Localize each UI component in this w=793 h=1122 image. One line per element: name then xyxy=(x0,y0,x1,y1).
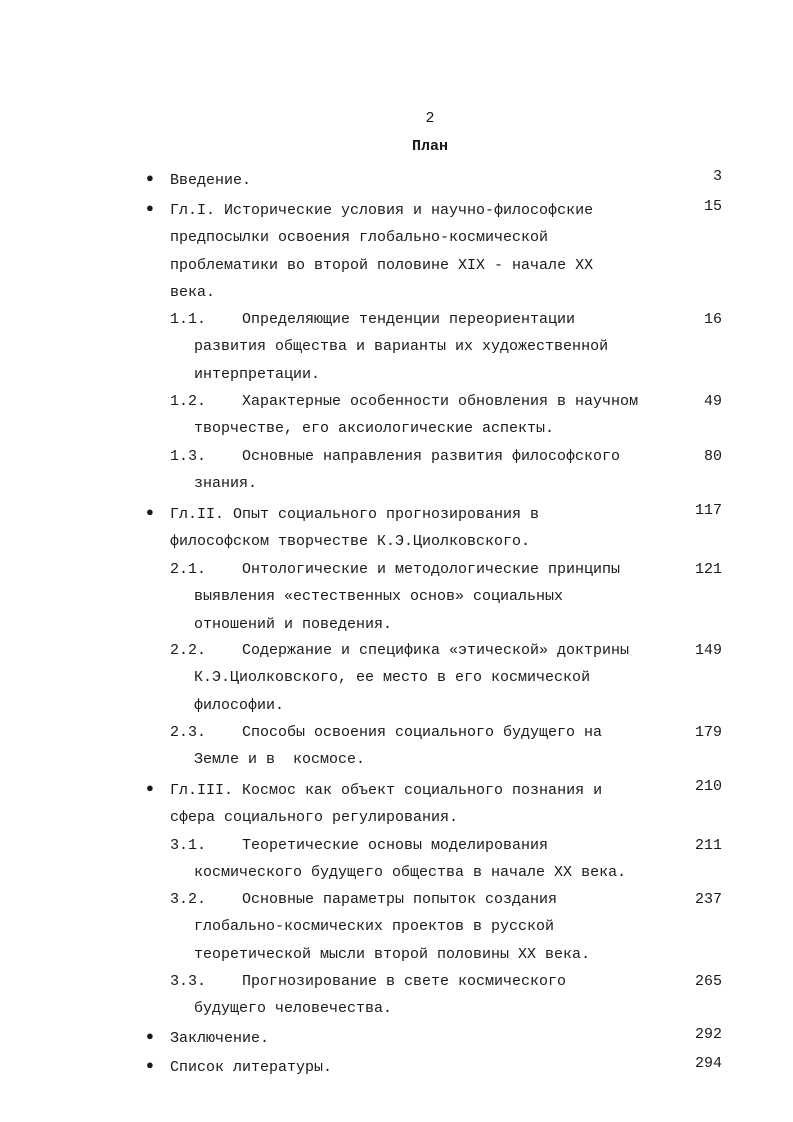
page-title: План xyxy=(411,138,448,155)
toc-page-number: 121 xyxy=(694,561,722,578)
toc-page-number: 16 xyxy=(703,311,722,328)
toc-entry-text: Содержание и специфика «этической» доктрины xyxy=(242,642,630,659)
toc-entry-text: Онтологические и методологические принципы xyxy=(242,561,621,578)
section-number: 2.3. xyxy=(170,724,207,741)
toc-entry-text: Основные направления развития философского xyxy=(242,448,621,465)
section-number: 3.3. xyxy=(170,973,207,990)
section-number: 1.3. xyxy=(170,448,207,465)
toc-entry-text-line2: философском творчестве К.Э.Циолковского. xyxy=(170,533,531,550)
toc-page-number: 3 xyxy=(712,168,722,185)
toc-entry-text-line2: сфера социального регулирования. xyxy=(170,809,459,826)
toc-entry-text-line3: интерпретации. xyxy=(194,366,321,383)
toc-entry-text-line2: Земле и в космосе. xyxy=(194,751,366,768)
toc-page-number: 49 xyxy=(703,393,722,410)
toc-entry-text-line2: К.Э.Циолковского, ее место в его космической xyxy=(194,669,591,686)
toc-entry-text: Основные параметры попыток создания xyxy=(242,891,558,908)
page-number: 2 xyxy=(425,110,435,127)
section-number: 1.1. xyxy=(170,311,207,328)
bullet-icon: ● xyxy=(146,171,154,186)
bullet-icon: ● xyxy=(146,781,154,796)
toc-page-number: 15 xyxy=(703,198,722,215)
toc-entry-text-line2: развития общества и варианты их художественной xyxy=(194,338,609,355)
toc-entry-text: Заключение. xyxy=(170,1030,270,1047)
bullet-icon: ● xyxy=(146,1058,154,1073)
toc-entry-text-line3: философии. xyxy=(194,697,285,714)
toc-entry-text-line4: века. xyxy=(170,284,216,301)
section-number: 1.2. xyxy=(170,393,207,410)
toc-page-number: 210 xyxy=(694,778,722,795)
toc-entry-text: Теоретические основы моделирования xyxy=(242,837,549,854)
toc-entry-text: Гл.I. Исторические условия и научно-философские xyxy=(170,202,594,219)
toc-page-number: 211 xyxy=(694,837,722,854)
toc-entry-text-line2: глобально-космических проектов в русской xyxy=(194,918,555,935)
toc-page-number: 265 xyxy=(694,973,722,990)
toc-entry-text-line3: отношений и поведения. xyxy=(194,616,393,633)
bullet-icon: ● xyxy=(146,505,154,520)
toc-entry-text-line3: проблематики во второй половине XIX - начале XX xyxy=(170,257,594,274)
toc-page-number: 294 xyxy=(694,1055,722,1072)
toc-page-number: 149 xyxy=(694,642,722,659)
section-number: 3.1. xyxy=(170,837,207,854)
toc-entry-text-line2: будущего человечества. xyxy=(194,1000,393,1017)
toc-entry-text: Введение. xyxy=(170,172,252,189)
toc-page-number: 80 xyxy=(703,448,722,465)
toc-entry-text-line2: космического будущего общества в начале XX века. xyxy=(194,864,627,881)
toc-entry-text: Способы освоения социального будущего на xyxy=(242,724,603,741)
section-number: 2.1. xyxy=(170,561,207,578)
section-number: 2.2. xyxy=(170,642,207,659)
toc-entry-text-line2: знания. xyxy=(194,475,258,492)
toc-page-number: 237 xyxy=(694,891,722,908)
toc-page-number: 117 xyxy=(694,502,722,519)
toc-entry-text-line3: теоретической мысли второй половины XX века. xyxy=(194,946,591,963)
toc-entry-text-line2: предпосылки освоения глобально-космической xyxy=(170,229,549,246)
toc-entry-text: Прогнозирование в свете космического xyxy=(242,973,567,990)
toc-entry-text: Гл.II. Опыт социального прогнозирования в xyxy=(170,506,540,523)
toc-entry-text: Гл.III. Космос как объект социального познания и xyxy=(170,782,603,799)
bullet-icon: ● xyxy=(146,1029,154,1044)
toc-entry-text: Определяющие тенденции переориентации xyxy=(242,311,576,328)
toc-entry-text-line2: творчестве, его аксиологические аспекты. xyxy=(194,420,555,437)
toc-entry-text-line2: выявления «естественных основ» социальных xyxy=(194,588,564,605)
toc-entry-text: Характерные особенности обновления в научном xyxy=(242,393,639,410)
toc-page-number: 292 xyxy=(694,1026,722,1043)
bullet-icon: ● xyxy=(146,201,154,216)
toc-entry-text: Список литературы. xyxy=(170,1059,333,1076)
section-number: 3.2. xyxy=(170,891,207,908)
toc-page-number: 179 xyxy=(694,724,722,741)
